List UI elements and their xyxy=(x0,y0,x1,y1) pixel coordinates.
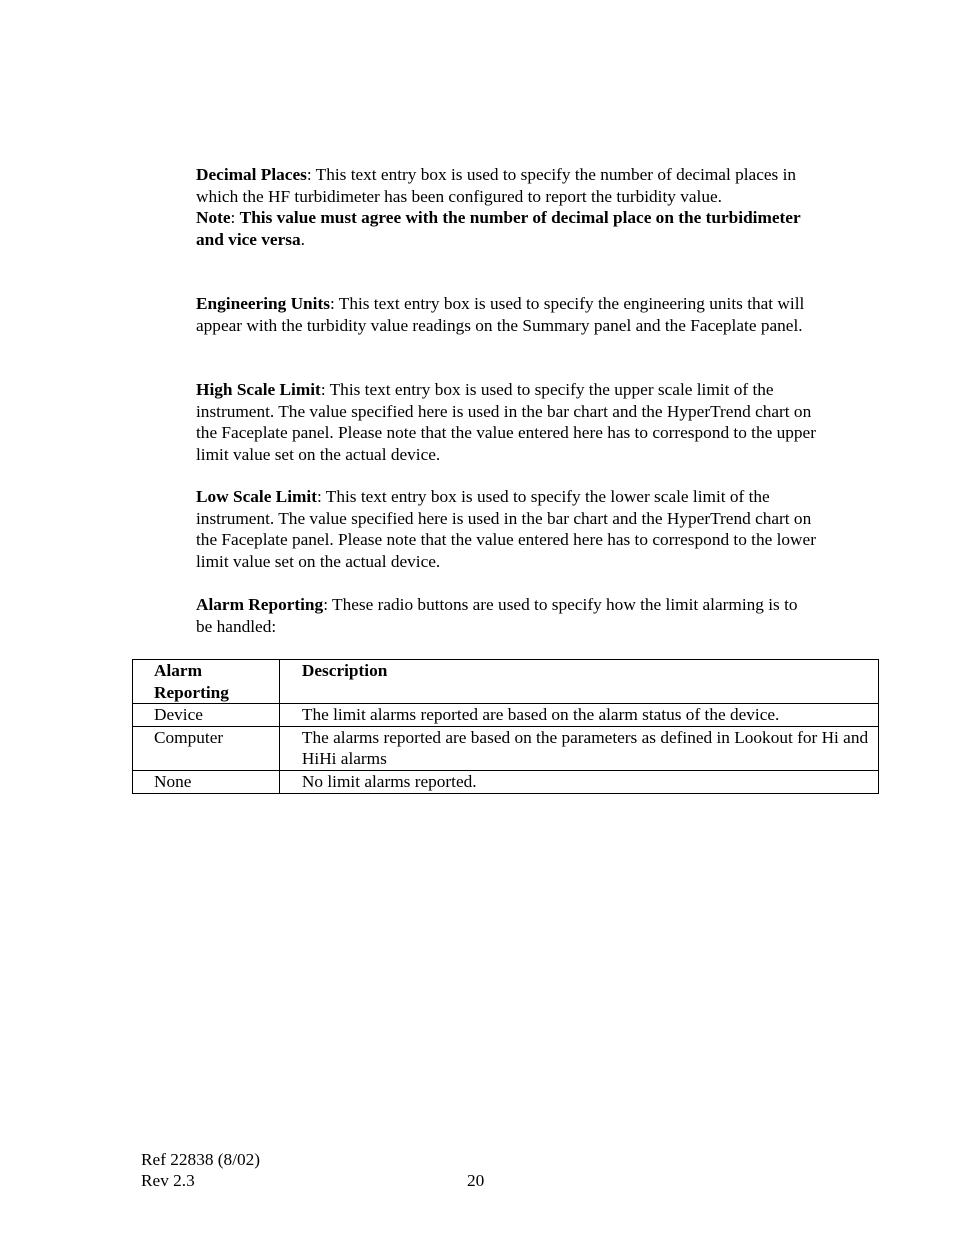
note-label: Note xyxy=(196,208,231,228)
section-low-scale-limit xyxy=(196,486,816,572)
decimal-places-note xyxy=(196,207,816,250)
alarm-reporting-text: : These radio buttons are used to specify how the limit alarming is to be handled: xyxy=(196,595,798,636)
section-decimal-places xyxy=(196,164,816,250)
page-number: 20 xyxy=(467,1171,485,1190)
alarm-reporting-paragraph xyxy=(196,594,816,637)
low-scale-limit-term: Low Scale Limit xyxy=(196,487,317,506)
low-scale-limit-text: : This text entry box is used to specify the lower scale limit of the instrument. The value specified here is used in the bar chart and the HyperTrend chart on the Faceplate panel. Please note that the value entered here has to correspond to the lower limit value set on the actual device. xyxy=(196,487,816,571)
high-scale-limit-term: High Scale Limit xyxy=(196,380,321,399)
high-scale-limit-paragraph xyxy=(196,379,816,465)
decimal-places-paragraph xyxy=(196,164,816,207)
low-scale-limit-paragraph xyxy=(196,486,816,572)
table-cell-description: No limit alarms reported. xyxy=(279,770,878,793)
table-cell-option: Device xyxy=(133,704,280,727)
footer-revision: Rev 2.3 xyxy=(141,1171,195,1190)
engineering-units-term: Engineering Units xyxy=(196,294,330,313)
high-scale-limit-text: : This text entry box is used to specify the upper scale limit of the instrument. The value specified here is used in the bar chart and the HyperTrend chart on the Faceplate panel. Please note that the value entered here has to correspond to the upper limit value set on the actual device. xyxy=(196,380,816,464)
alarm-reporting-term: Alarm Reporting xyxy=(196,595,324,614)
section-alarm-reporting xyxy=(196,594,816,637)
note-separator: : xyxy=(230,208,240,228)
section-engineering-units xyxy=(196,293,816,336)
table-cell-description: The limit alarms reported are based on the alarm status of the device. xyxy=(279,704,878,727)
table-header-row xyxy=(133,660,879,704)
section-high-scale-limit xyxy=(196,379,816,465)
engineering-units-text: : This text entry box is used to specify the engineering units that will appear with the turbidity value readings on the Summary panel and the Faceplate panel. xyxy=(196,294,805,335)
alarm-reporting-table xyxy=(132,659,879,794)
footer-reference: Ref 22838 (8/02) xyxy=(141,1150,261,1169)
decimal-places-term: Decimal Places xyxy=(196,165,307,184)
note-bold-text: This value must agree with the number of decimal place on the turbidimeter and vice versa xyxy=(196,208,801,249)
table-header-description: Description xyxy=(279,660,878,704)
table-cell-option: Computer xyxy=(133,726,280,770)
table-header-alarm-reporting: Alarm Reporting xyxy=(133,660,280,704)
decimal-places-text: : This text entry box is used to specify the number of decimal places in which the HF turbidimeter has been configured to report the turbidity value. xyxy=(196,165,797,206)
table-row xyxy=(133,770,879,793)
table-row xyxy=(133,726,879,770)
engineering-units-paragraph xyxy=(196,293,816,336)
table-cell-description: The alarms reported are based on the parameters as defined in Lookout for Hi and HiHi alarms xyxy=(279,726,878,770)
note-end: . xyxy=(300,229,305,249)
table-cell-option: None xyxy=(133,770,280,793)
table-row xyxy=(133,704,879,727)
